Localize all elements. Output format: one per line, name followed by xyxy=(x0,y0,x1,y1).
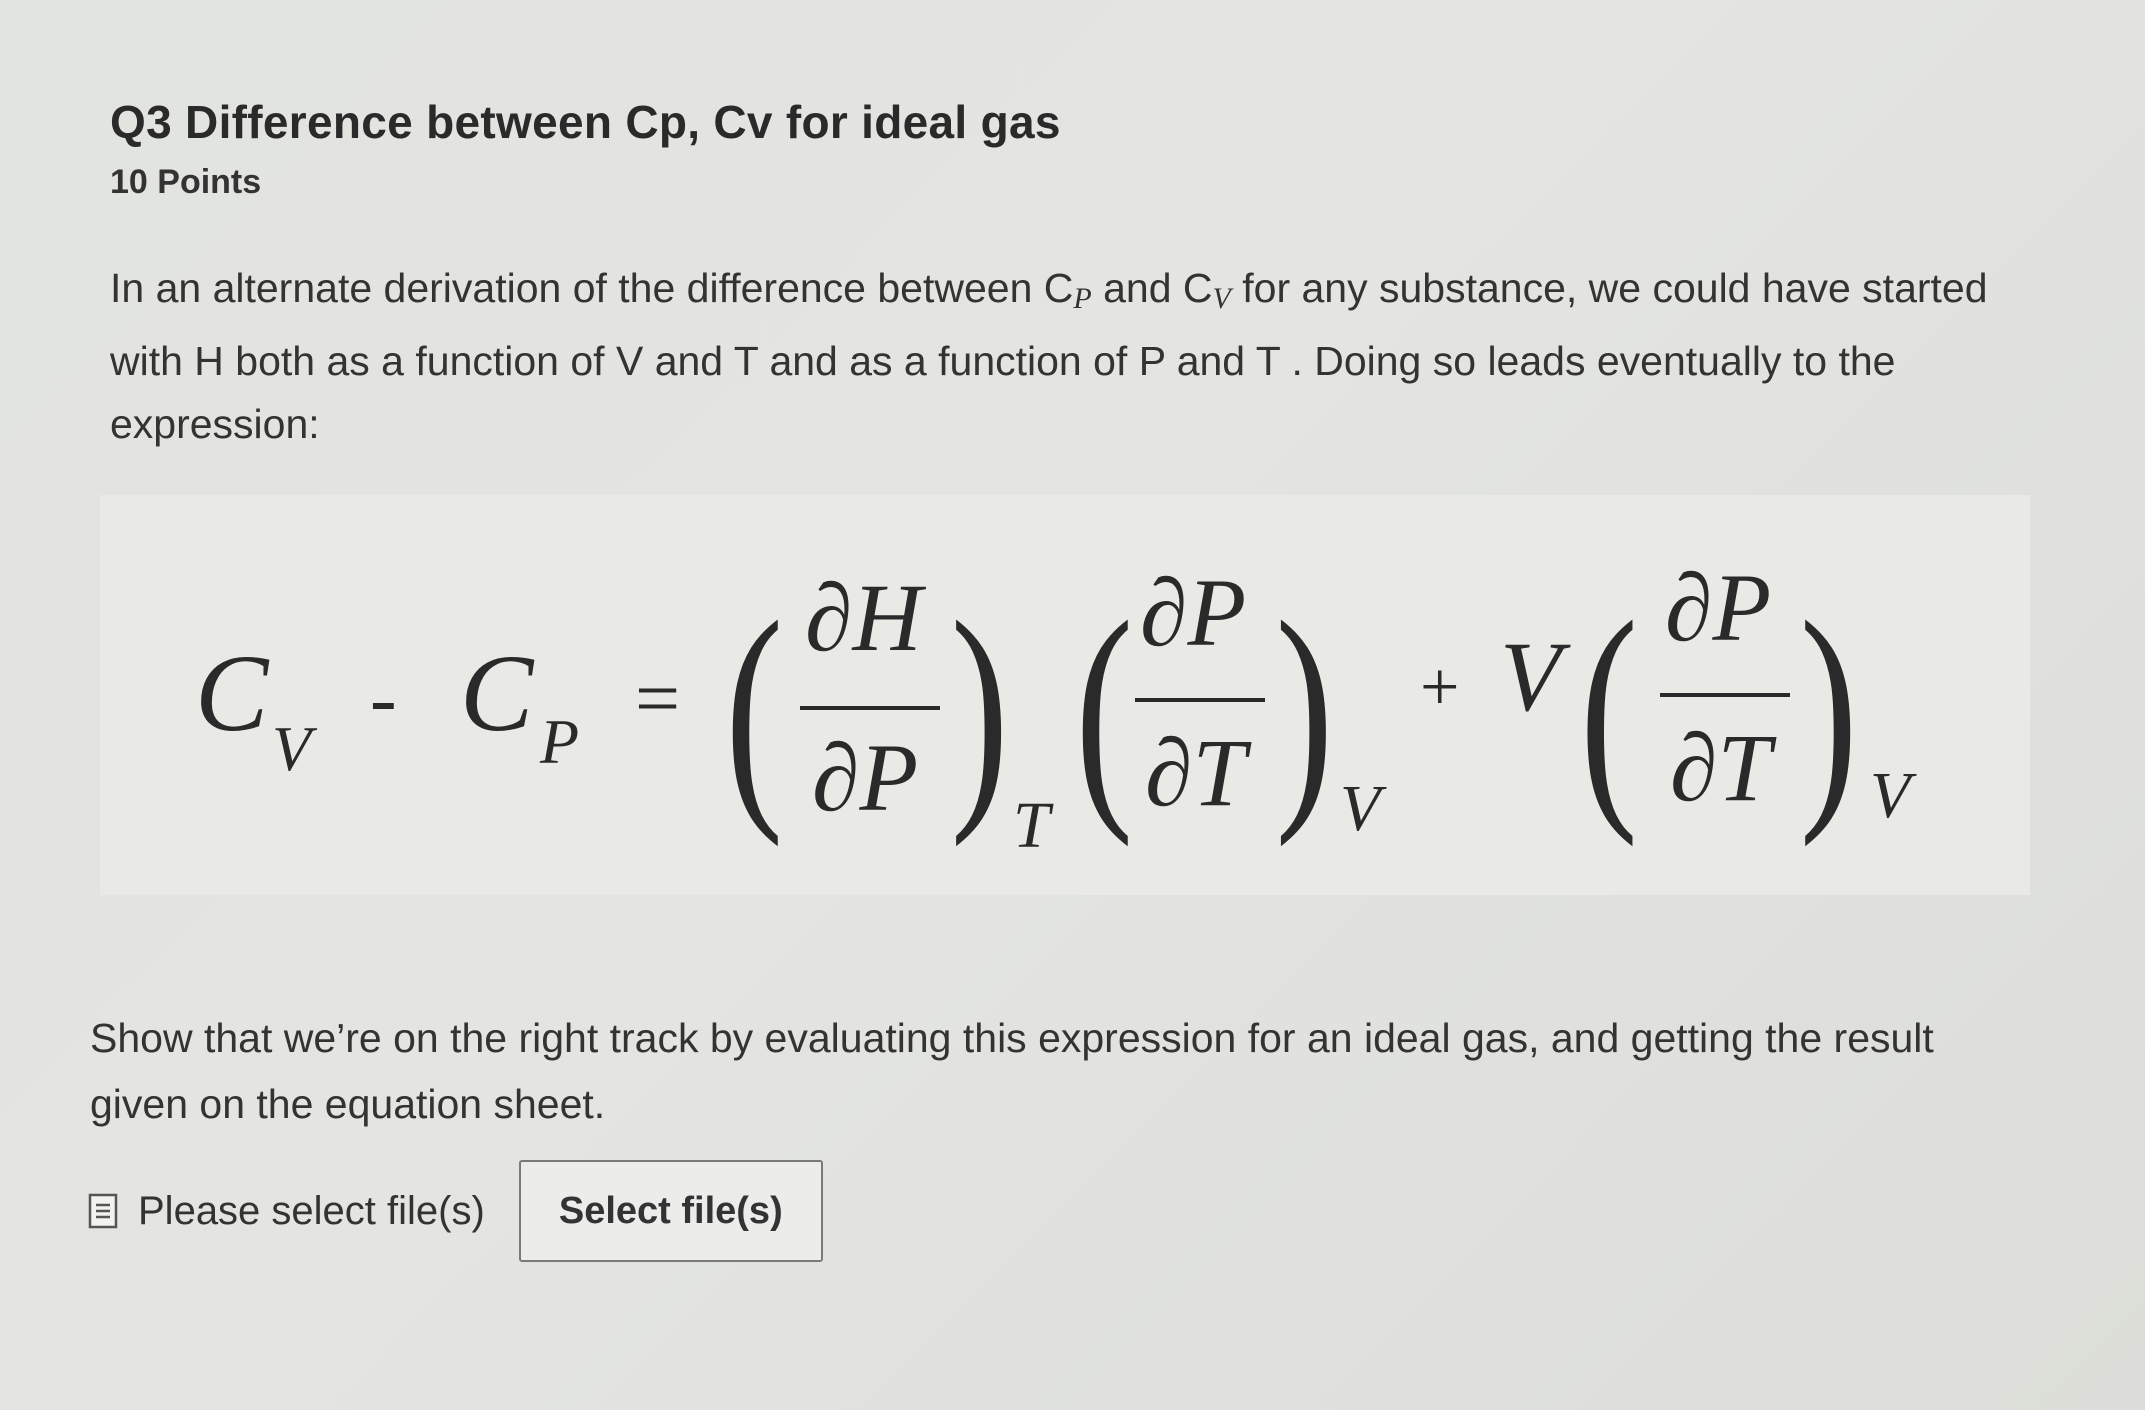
term2-numerator: ∂P xyxy=(1140,559,1247,666)
term3-paren-open: ( xyxy=(1579,570,1639,848)
document-icon xyxy=(88,1193,118,1229)
question-panel xyxy=(110,95,2040,497)
equals-sign: = xyxy=(635,655,681,743)
lhs-c2: C xyxy=(460,632,534,754)
question-intro xyxy=(110,257,2010,456)
equation-image xyxy=(100,495,2030,895)
term2-subscript: V xyxy=(1340,772,1381,845)
v-coefficient: V xyxy=(1500,621,1562,732)
select-files-button[interactable]: Select file(s) xyxy=(519,1160,823,1262)
term2-paren-open: ( xyxy=(1075,570,1134,848)
term1-denominator: ∂P xyxy=(812,724,919,831)
term2-paren-close: ) xyxy=(1275,570,1334,848)
intro-text-3: for any substance, we could have started with H both as a function of V and T and as a function of P and T . Doing so leads eventually to the expression: xyxy=(110,265,1988,447)
lhs-c1: C xyxy=(195,632,269,754)
term1-paren-open: ( xyxy=(725,570,784,848)
intro-text-1: In an alternate derivation of the difference between C xyxy=(110,265,1074,311)
intro-text-2: and C xyxy=(1091,265,1213,311)
term1-paren-close: ) xyxy=(950,570,1009,848)
lhs-sub-v: V xyxy=(272,713,312,784)
term3-denominator: ∂T xyxy=(1670,714,1771,821)
term3-subscript: V xyxy=(1870,759,1911,832)
question-points: 10 Points xyxy=(110,163,262,201)
equation-svg xyxy=(100,495,2030,895)
question-instructions: Show that we’re on the right track by evaluating this expression for an ideal gas, and getting the result given on the equation sheet. xyxy=(90,1015,1934,1127)
term1-subscript: T xyxy=(1013,789,1050,862)
lhs-sub-p: P xyxy=(540,706,580,777)
term3-paren-close: ) xyxy=(1799,570,1858,848)
plus-sign: + xyxy=(1420,649,1460,726)
file-upload-row xyxy=(88,1160,823,1262)
term1-numerator: ∂H xyxy=(805,564,922,671)
question-title: Q3 Difference between Cp, Cv for ideal gas xyxy=(110,96,1061,148)
minus-sign: - xyxy=(370,655,397,743)
intro-subscript-p: P xyxy=(1073,282,1092,315)
term3-numerator: ∂P xyxy=(1665,554,1772,661)
file-status-label: Please select file(s) xyxy=(138,1188,485,1233)
term2-denominator: ∂T xyxy=(1145,719,1246,826)
intro-subscript-v: V xyxy=(1212,282,1231,315)
